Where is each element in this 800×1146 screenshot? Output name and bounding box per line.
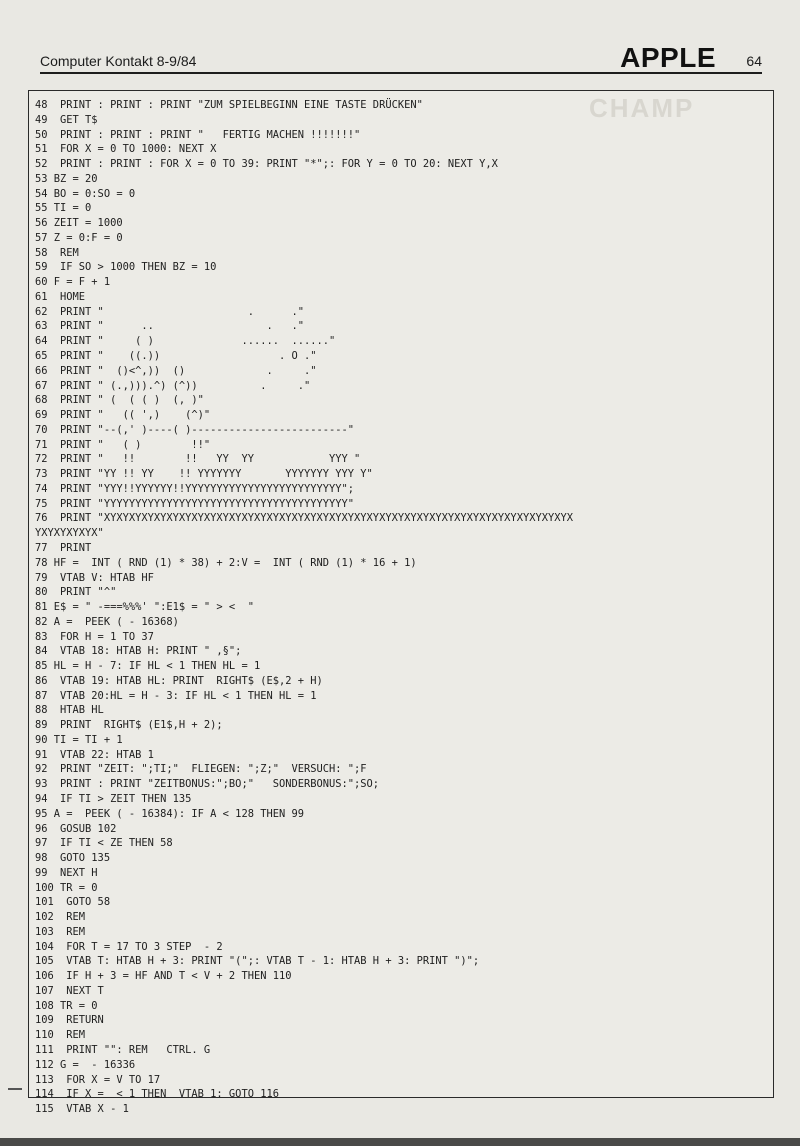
code-line: 108 TR = 0	[35, 999, 98, 1012]
code-line: 77 PRINT	[35, 541, 92, 554]
code-line: 111 PRINT "": REM CTRL. G	[35, 1044, 211, 1056]
code-line: 105 VTAB T: HTAB H + 3: PRINT "(";: VTAB T - 1: HTAB H + 3: PRINT ")";	[35, 955, 480, 968]
code-line: 48 PRINT : PRINT : PRINT "ZUM SPIELBEGINN EINE TASTE DRÜCKEN"	[35, 99, 423, 111]
code-line: 115 VTAB X - 1	[35, 1103, 129, 1116]
code-line: 49 GET T$	[35, 113, 98, 126]
code-line: 85 HL = H - 7: IF HL < 1 THEN HL = 1	[35, 660, 261, 673]
code-line: 62 PRINT " . ."	[35, 305, 304, 318]
code-line: 110 REM	[35, 1029, 86, 1042]
code-line: 78 HF = INT ( RND (1) * 38) + 2:V = INT ( RND (1) * 16 + 1)	[35, 556, 417, 569]
code-line: 102 REM	[35, 911, 86, 924]
code-line: 95 A = PEEK ( - 16384): IF A < 128 THEN 99	[35, 807, 304, 820]
code-line: 81 E$ = " -===%%%' ":E1$ = " > < "	[35, 601, 254, 614]
code-line: 56 ZEIT = 1000	[35, 217, 123, 230]
publication-title: Computer Kontakt 8-9/84	[40, 53, 197, 69]
code-line: 54 BO = 0:SO = 0	[35, 187, 136, 200]
code-line: 63 PRINT " .. . ."	[35, 320, 304, 333]
code-line: 114 IF X = < 1 THEN VTAB 1: GOTO 116	[35, 1088, 279, 1101]
code-line: 106 IF H + 3 = HF AND T < V + 2 THEN 110	[35, 970, 292, 983]
code-line: 109 RETURN	[35, 1014, 104, 1027]
code-line: 99 NEXT H	[35, 866, 98, 879]
code-line: 104 FOR T = 17 TO 3 STEP - 2	[35, 940, 223, 953]
code-line: 103 REM	[35, 925, 86, 938]
code-line: 82 A = PEEK ( - 16368)	[35, 615, 179, 628]
code-line: 113 FOR X = V TO 17	[35, 1073, 161, 1086]
code-line: 70 PRINT "--(,' )----( )-------------------------"	[35, 423, 355, 436]
page-header	[40, 42, 762, 74]
code-line: 83 FOR H = 1 TO 37	[35, 630, 154, 643]
code-line: 91 VTAB 22: HTAB 1	[35, 748, 154, 761]
code-line: 112 G = - 16336	[35, 1058, 136, 1071]
code-line: 51 FOR X = 0 TO 1000: NEXT X	[35, 143, 217, 156]
code-line: 53 BZ = 20	[35, 172, 98, 185]
code-line: 79 VTAB V: HTAB HF	[35, 571, 154, 584]
code-line: 76 PRINT "XYXYXYXYXYXYXYXYXYXYXYXYXYXYXYXYXYXYXYXYXYXYXYXYXYXYXYXYXYXYXYXYXYXYXYXYXYX	[35, 512, 573, 525]
code-line: 55 TI = 0	[35, 202, 92, 215]
code-line: 66 PRINT " ()<^,)) () . ."	[35, 364, 317, 377]
code-line: YXYXYXYXYX"	[35, 527, 104, 540]
code-line: 58 REM	[35, 246, 79, 259]
code-line: 96 GOSUB 102	[35, 822, 117, 835]
code-line: 57 Z = 0:F = 0	[35, 231, 123, 244]
code-line: 68 PRINT " ( ( ( ) (, )"	[35, 394, 204, 407]
code-line: 90 TI = TI + 1	[35, 733, 123, 746]
code-line: 50 PRINT : PRINT : PRINT " FERTIG MACHEN !!!!!!!"	[35, 128, 361, 141]
code-line: 60 F = F + 1	[35, 276, 111, 289]
code-line: 101 GOTO 58	[35, 896, 111, 909]
code-line: 73 PRINT "YY !! YY !! YYYYYYY YYYYYYY YYY Y"	[35, 468, 373, 481]
code-lines	[35, 98, 769, 1117]
code-line: 97 IF TI < ZE THEN 58	[35, 837, 173, 850]
code-line: 89 PRINT RIGHT$ (E1$,H + 2);	[35, 719, 223, 732]
code-line: 92 PRINT "ZEIT: ";TI;" FLIEGEN: ";Z;" VERSUCH: ";F	[35, 763, 367, 776]
margin-mark	[8, 1088, 22, 1090]
code-line: 61 HOME	[35, 290, 86, 303]
code-line: 98 GOTO 135	[35, 852, 111, 865]
code-line: 74 PRINT "YYY!!YYYYYY!!YYYYYYYYYYYYYYYYYYYYYYYYY";	[35, 482, 355, 495]
code-line: 65 PRINT " ((.)) . O ."	[35, 350, 317, 363]
code-line: 69 PRINT " (( ',) (^)"	[35, 409, 211, 422]
code-line: 87 VTAB 20:HL = H - 3: IF HL < 1 THEN HL = 1	[35, 689, 317, 702]
code-line: 88 HTAB HL	[35, 704, 104, 717]
code-line: 84 VTAB 18: HTAB H: PRINT " ,§";	[35, 645, 242, 658]
section-title: APPLE	[620, 42, 716, 73]
code-line: 67 PRINT " (.,))).^) (^)) . ."	[35, 379, 311, 392]
code-line: 94 IF TI > ZEIT THEN 135	[35, 792, 192, 805]
code-line: 64 PRINT " ( ) ...... ......"	[35, 335, 336, 348]
code-line: 107 NEXT T	[35, 984, 104, 997]
code-line: 100 TR = 0	[35, 881, 98, 894]
page-number: 64	[746, 53, 762, 69]
scan-edge	[0, 1138, 800, 1146]
code-line: 52 PRINT : PRINT : FOR X = 0 TO 39: PRINT "*";: FOR Y = 0 TO 20: NEXT Y,X	[35, 158, 498, 171]
code-line: 72 PRINT " !! !! YY YY YYY "	[35, 453, 361, 466]
code-line: 59 IF SO > 1000 THEN BZ = 10	[35, 261, 217, 274]
code-line: 71 PRINT " ( ) !!"	[35, 438, 211, 451]
program-listing	[28, 90, 774, 1116]
code-line: 75 PRINT "YYYYYYYYYYYYYYYYYYYYYYYYYYYYYYYYYYYYYYY"	[35, 497, 355, 510]
code-line: 86 VTAB 19: HTAB HL: PRINT RIGHT$ (E$,2 + H)	[35, 674, 323, 687]
show-through-text: CHAMP	[589, 93, 695, 123]
code-line: 93 PRINT : PRINT "ZEITBONUS:";BO;" SONDERBONUS:";SO;	[35, 778, 380, 791]
code-line: 80 PRINT "^"	[35, 586, 117, 599]
